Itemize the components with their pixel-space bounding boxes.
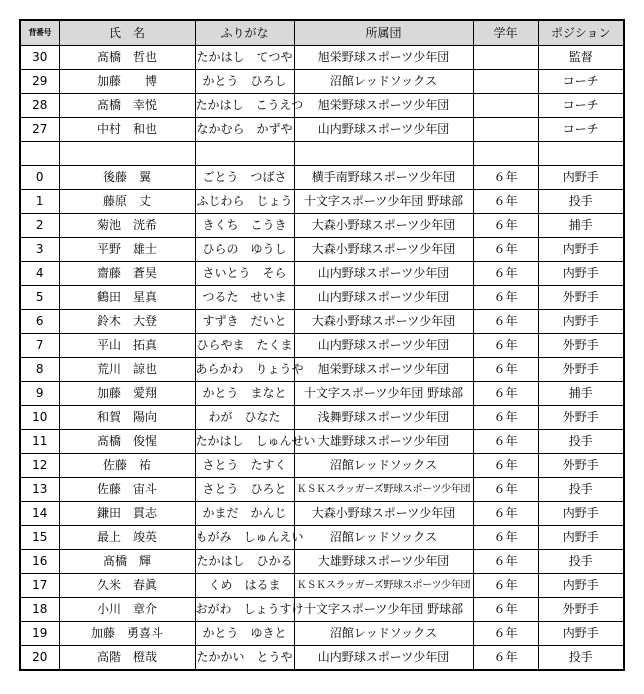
header-name: 氏 名: [59, 20, 195, 46]
cell-name: 久米 春眞: [59, 574, 195, 598]
cell-grade: ６年: [473, 550, 538, 574]
cell-team: 大森小野球スポーツ少年団: [294, 310, 473, 334]
cell-grade: ６年: [473, 334, 538, 358]
cell-position: 外野手: [538, 358, 624, 382]
cell-grade: ６年: [473, 262, 538, 286]
cell-furigana: ひらやま たくま: [195, 334, 294, 358]
staff-row: [20, 94, 624, 118]
cell-team: 十文字スポーツ少年団 野球部: [294, 190, 473, 214]
cell-grade: [473, 70, 538, 94]
cell-number: 29: [20, 70, 59, 94]
player-row: [20, 646, 624, 671]
cell-team: 沼館レッドソックス: [294, 526, 473, 550]
cell-number: 15: [20, 526, 59, 550]
player-row: [20, 286, 624, 310]
cell-name: 佐藤 宙斗: [59, 478, 195, 502]
cell-name: 鎌田 貫志: [59, 502, 195, 526]
header-position: ポジション: [538, 20, 624, 46]
cell-position: 内野手: [538, 526, 624, 550]
cell-grade: ６年: [473, 646, 538, 671]
cell-position: 内野手: [538, 166, 624, 190]
cell-grade: ６年: [473, 622, 538, 646]
cell-position: 投手: [538, 478, 624, 502]
player-row: [20, 622, 624, 646]
roster-body: [20, 46, 624, 671]
cell-furigana: ごとう つばさ: [195, 166, 294, 190]
cell-number: 19: [20, 622, 59, 646]
cell-position: 外野手: [538, 286, 624, 310]
player-row: [20, 406, 624, 430]
cell-grade: [473, 118, 538, 142]
cell-team: 山内野球スポーツ少年団: [294, 262, 473, 286]
cell-number: 14: [20, 502, 59, 526]
cell-team: ＫＳＫスラッガーズ野球スポーツ少年団: [294, 574, 473, 598]
cell-team: 山内野球スポーツ少年団: [294, 286, 473, 310]
cell-grade: ６年: [473, 190, 538, 214]
cell-grade: ６年: [473, 406, 538, 430]
cell-grade: ６年: [473, 238, 538, 262]
cell-position: コーチ: [538, 70, 624, 94]
cell-grade: ６年: [473, 214, 538, 238]
cell-number: 6: [20, 310, 59, 334]
cell-grade: ６年: [473, 454, 538, 478]
cell-position: 外野手: [538, 598, 624, 622]
player-row: [20, 526, 624, 550]
cell-furigana: あらかわ りょうや: [195, 358, 294, 382]
cell-position: 内野手: [538, 622, 624, 646]
cell-grade: ６年: [473, 166, 538, 190]
player-row: [20, 598, 624, 622]
cell-furigana: さとう たすく: [195, 454, 294, 478]
cell-team: 沼館レッドソックス: [294, 70, 473, 94]
cell-grade: [473, 94, 538, 118]
cell-grade: ６年: [473, 478, 538, 502]
player-row: [20, 190, 624, 214]
cell-number: 27: [20, 118, 59, 142]
cell-number: 16: [20, 550, 59, 574]
player-row: [20, 358, 624, 382]
cell-team: 旭栄野球スポーツ少年団: [294, 94, 473, 118]
cell-furigana: さいとう そら: [195, 262, 294, 286]
cell-furigana: つるた せいま: [195, 286, 294, 310]
cell-position: コーチ: [538, 94, 624, 118]
cell-number: 8: [20, 358, 59, 382]
cell-furigana: もがみ しゅんえい: [195, 526, 294, 550]
cell-name: 髙橋 幸悦: [59, 94, 195, 118]
cell-grade: [473, 46, 538, 70]
cell-grade: ６年: [473, 502, 538, 526]
cell-number: 9: [20, 382, 59, 406]
staff-row: [20, 70, 624, 94]
cell-position: 捕手: [538, 382, 624, 406]
cell-position: 外野手: [538, 334, 624, 358]
cell-position: 内野手: [538, 502, 624, 526]
cell-team: 山内野球スポーツ少年団: [294, 334, 473, 358]
cell-team: 十文字スポーツ少年団 野球部: [294, 382, 473, 406]
cell-team: 沼館レッドソックス: [294, 454, 473, 478]
staff-row: [20, 46, 624, 70]
cell-position: 投手: [538, 190, 624, 214]
staff-row: [20, 118, 624, 142]
cell-team: 大雄野球スポーツ少年団: [294, 430, 473, 454]
empty-cell: [59, 142, 195, 166]
cell-grade: ６年: [473, 526, 538, 550]
cell-position: 外野手: [538, 406, 624, 430]
cell-number: 18: [20, 598, 59, 622]
cell-number: 10: [20, 406, 59, 430]
cell-furigana: たかはし てつや: [195, 46, 294, 70]
cell-number: 13: [20, 478, 59, 502]
cell-name: 藤原 丈: [59, 190, 195, 214]
cell-position: 内野手: [538, 310, 624, 334]
cell-furigana: たかかい とうや: [195, 646, 294, 671]
cell-furigana: わが ひなた: [195, 406, 294, 430]
cell-team: 浅舞野球スポーツ少年団: [294, 406, 473, 430]
cell-grade: ６年: [473, 310, 538, 334]
cell-team: 横手南野球スポーツ少年団: [294, 166, 473, 190]
player-row: [20, 478, 624, 502]
spacer-row: [20, 142, 624, 166]
cell-position: 内野手: [538, 262, 624, 286]
cell-position: 外野手: [538, 454, 624, 478]
cell-furigana: ひらの ゆうし: [195, 238, 294, 262]
cell-number: 28: [20, 94, 59, 118]
cell-grade: ６年: [473, 574, 538, 598]
cell-grade: ６年: [473, 430, 538, 454]
cell-name: 齋藤 蒼昊: [59, 262, 195, 286]
cell-furigana: かとう まなと: [195, 382, 294, 406]
cell-team: 大森小野球スポーツ少年団: [294, 214, 473, 238]
cell-name: 髙橋 哲也: [59, 46, 195, 70]
cell-furigana: たかはし ひかる: [195, 550, 294, 574]
cell-grade: ６年: [473, 286, 538, 310]
cell-number: 1: [20, 190, 59, 214]
player-row: [20, 454, 624, 478]
header-team: 所属団: [294, 20, 473, 46]
player-row: [20, 550, 624, 574]
cell-team: 旭栄野球スポーツ少年団: [294, 46, 473, 70]
cell-name: 平野 雄士: [59, 238, 195, 262]
cell-name: 髙橋 俊惺: [59, 430, 195, 454]
cell-furigana: さとう ひろと: [195, 478, 294, 502]
cell-furigana: きくち こうき: [195, 214, 294, 238]
cell-name: 髙橋 輝: [59, 550, 195, 574]
cell-name: 加藤 博: [59, 70, 195, 94]
player-row: [20, 502, 624, 526]
cell-position: コーチ: [538, 118, 624, 142]
cell-position: 捕手: [538, 214, 624, 238]
player-row: [20, 382, 624, 406]
cell-team: 大雄野球スポーツ少年団: [294, 550, 473, 574]
cell-furigana: たかはし こうえつ: [195, 94, 294, 118]
cell-name: 平山 拓真: [59, 334, 195, 358]
cell-name: 最上 竣英: [59, 526, 195, 550]
cell-furigana: たかはし しゅんせい: [195, 430, 294, 454]
cell-number: 30: [20, 46, 59, 70]
player-row: [20, 574, 624, 598]
cell-name: 佐藤 祐: [59, 454, 195, 478]
cell-team: 山内野球スポーツ少年団: [294, 118, 473, 142]
cell-furigana: かとう ゆきと: [195, 622, 294, 646]
empty-cell: [195, 142, 294, 166]
cell-number: 4: [20, 262, 59, 286]
roster-table: [19, 19, 625, 671]
cell-team: 沼館レッドソックス: [294, 622, 473, 646]
cell-team: 山内野球スポーツ少年団: [294, 646, 473, 671]
player-row: [20, 430, 624, 454]
cell-grade: ６年: [473, 382, 538, 406]
cell-number: 17: [20, 574, 59, 598]
cell-number: 12: [20, 454, 59, 478]
cell-furigana: すずき だいと: [195, 310, 294, 334]
cell-grade: ６年: [473, 598, 538, 622]
header-row: [20, 20, 624, 46]
cell-grade: ６年: [473, 358, 538, 382]
cell-number: 2: [20, 214, 59, 238]
cell-position: 投手: [538, 550, 624, 574]
cell-name: 高階 橙哉: [59, 646, 195, 671]
header-grade: 学年: [473, 20, 538, 46]
cell-name: 小川 章介: [59, 598, 195, 622]
player-row: [20, 334, 624, 358]
player-row: [20, 262, 624, 286]
cell-team: 十文字スポーツ少年団 野球部: [294, 598, 473, 622]
empty-cell: [473, 142, 538, 166]
empty-cell: [294, 142, 473, 166]
cell-position: 内野手: [538, 238, 624, 262]
cell-name: 中村 和也: [59, 118, 195, 142]
cell-number: 7: [20, 334, 59, 358]
header-furigana: ふりがな: [195, 20, 294, 46]
empty-cell: [538, 142, 624, 166]
header-number: 背番号: [20, 20, 59, 46]
cell-position: 内野手: [538, 574, 624, 598]
cell-furigana: おがわ しょうすけ: [195, 598, 294, 622]
cell-position: 投手: [538, 646, 624, 671]
empty-cell: [20, 142, 59, 166]
cell-number: 3: [20, 238, 59, 262]
cell-name: 鶴田 星真: [59, 286, 195, 310]
cell-number: 20: [20, 646, 59, 671]
cell-team: 旭栄野球スポーツ少年団: [294, 358, 473, 382]
cell-name: 菊池 洸希: [59, 214, 195, 238]
roster-header: [20, 20, 624, 46]
cell-number: 5: [20, 286, 59, 310]
cell-team: 大森小野球スポーツ少年団: [294, 502, 473, 526]
player-row: [20, 310, 624, 334]
cell-name: 和賀 陽向: [59, 406, 195, 430]
cell-name: 後藤 翼: [59, 166, 195, 190]
player-row: [20, 166, 624, 190]
cell-name: 加藤 愛翔: [59, 382, 195, 406]
cell-name: 加藤 勇喜斗: [59, 622, 195, 646]
player-row: [20, 238, 624, 262]
cell-number: 11: [20, 430, 59, 454]
cell-furigana: なかむら かずや: [195, 118, 294, 142]
cell-team: 大森小野球スポーツ少年団: [294, 238, 473, 262]
cell-furigana: くめ はるま: [195, 574, 294, 598]
cell-number: 0: [20, 166, 59, 190]
player-row: [20, 214, 624, 238]
cell-furigana: かとう ひろし: [195, 70, 294, 94]
cell-position: 投手: [538, 430, 624, 454]
cell-team: ＫＳＫスラッガーズ野球スポーツ少年団: [294, 478, 473, 502]
cell-position: 監督: [538, 46, 624, 70]
cell-name: 荒川 諒也: [59, 358, 195, 382]
cell-furigana: かまだ かんじ: [195, 502, 294, 526]
cell-furigana: ふじわら じょう: [195, 190, 294, 214]
cell-name: 鈴木 大登: [59, 310, 195, 334]
